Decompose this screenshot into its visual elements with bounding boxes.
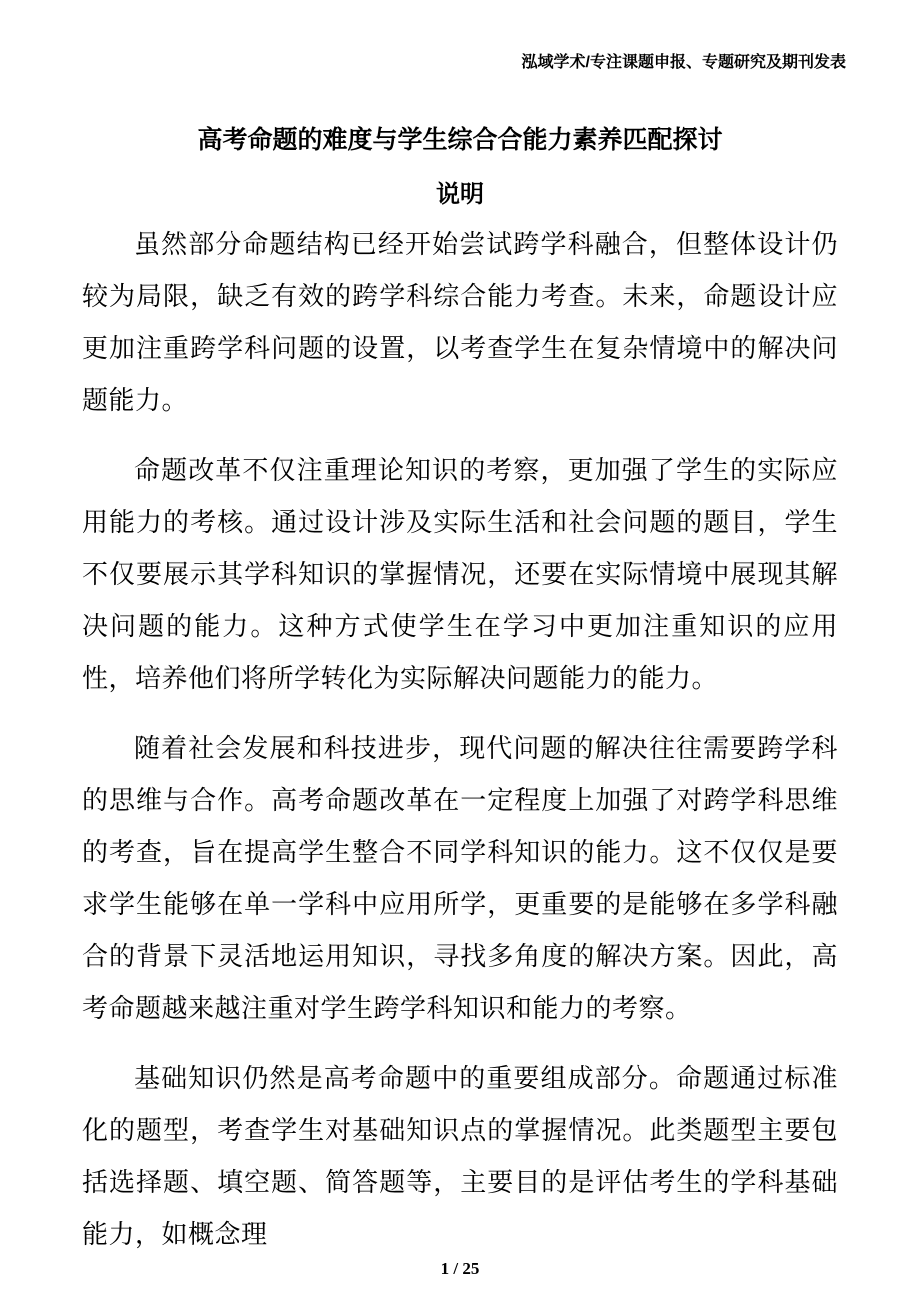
page-number: 1 / 25: [440, 1259, 480, 1278]
body-paragraph: 命题改革不仅注重理论知识的考察，更加强了学生的实际应用能力的考核。通过设计涉及实际生活和社会问题的题目，学生不仅要展示其学科知识的掌握情况，还要在实际情境中展现其解决问题的能力。这种方式使学生在学习中更加注重知识的应用性，培养他们将所学转化为实际解决问题能力的能力。: [82, 456, 838, 694]
section-heading: 说明: [436, 181, 484, 208]
body-paragraph: 虽然部分命题结构已经开始尝试跨学科融合，但整体设计仍较为局限，缺乏有效的跨学科综合能力考查。未来，命题设计应更加注重跨学科问题的设置，以考查学生在复杂情境中的解决问题能力。: [82, 230, 838, 416]
document-body: [82, 219, 838, 1279]
document-title: 高考命题的难度与学生综合合能力素养匹配探讨: [197, 126, 723, 154]
header-brand: 泓域学术/专注课题申报、专题研究及期刊发表: [521, 54, 846, 71]
body-paragraph: 基础知识仍然是高考命题中的重要组成部分。命题通过标准化的题型，考查学生对基础知识点的掌握情况。此类题型主要包括选择题、填空题、简答题等，主要目的是评估考生的学科基础能力，如概念理: [82, 1064, 838, 1250]
body-paragraph: 随着社会发展和科技进步，现代问题的解决往往需要跨学科的思维与合作。高考命题改革在一定程度上加强了对跨学科思维的考查，旨在提高学生整合不同学科知识的能力。这不仅仅是要求学生能够在单一学科中应用所学，更重要的是能够在多学科融合的背景下灵活地运用知识，寻找多角度的解决方案。因此，高考命题越来越注重对学生跨学科知识和能力的考察。: [82, 734, 838, 1024]
